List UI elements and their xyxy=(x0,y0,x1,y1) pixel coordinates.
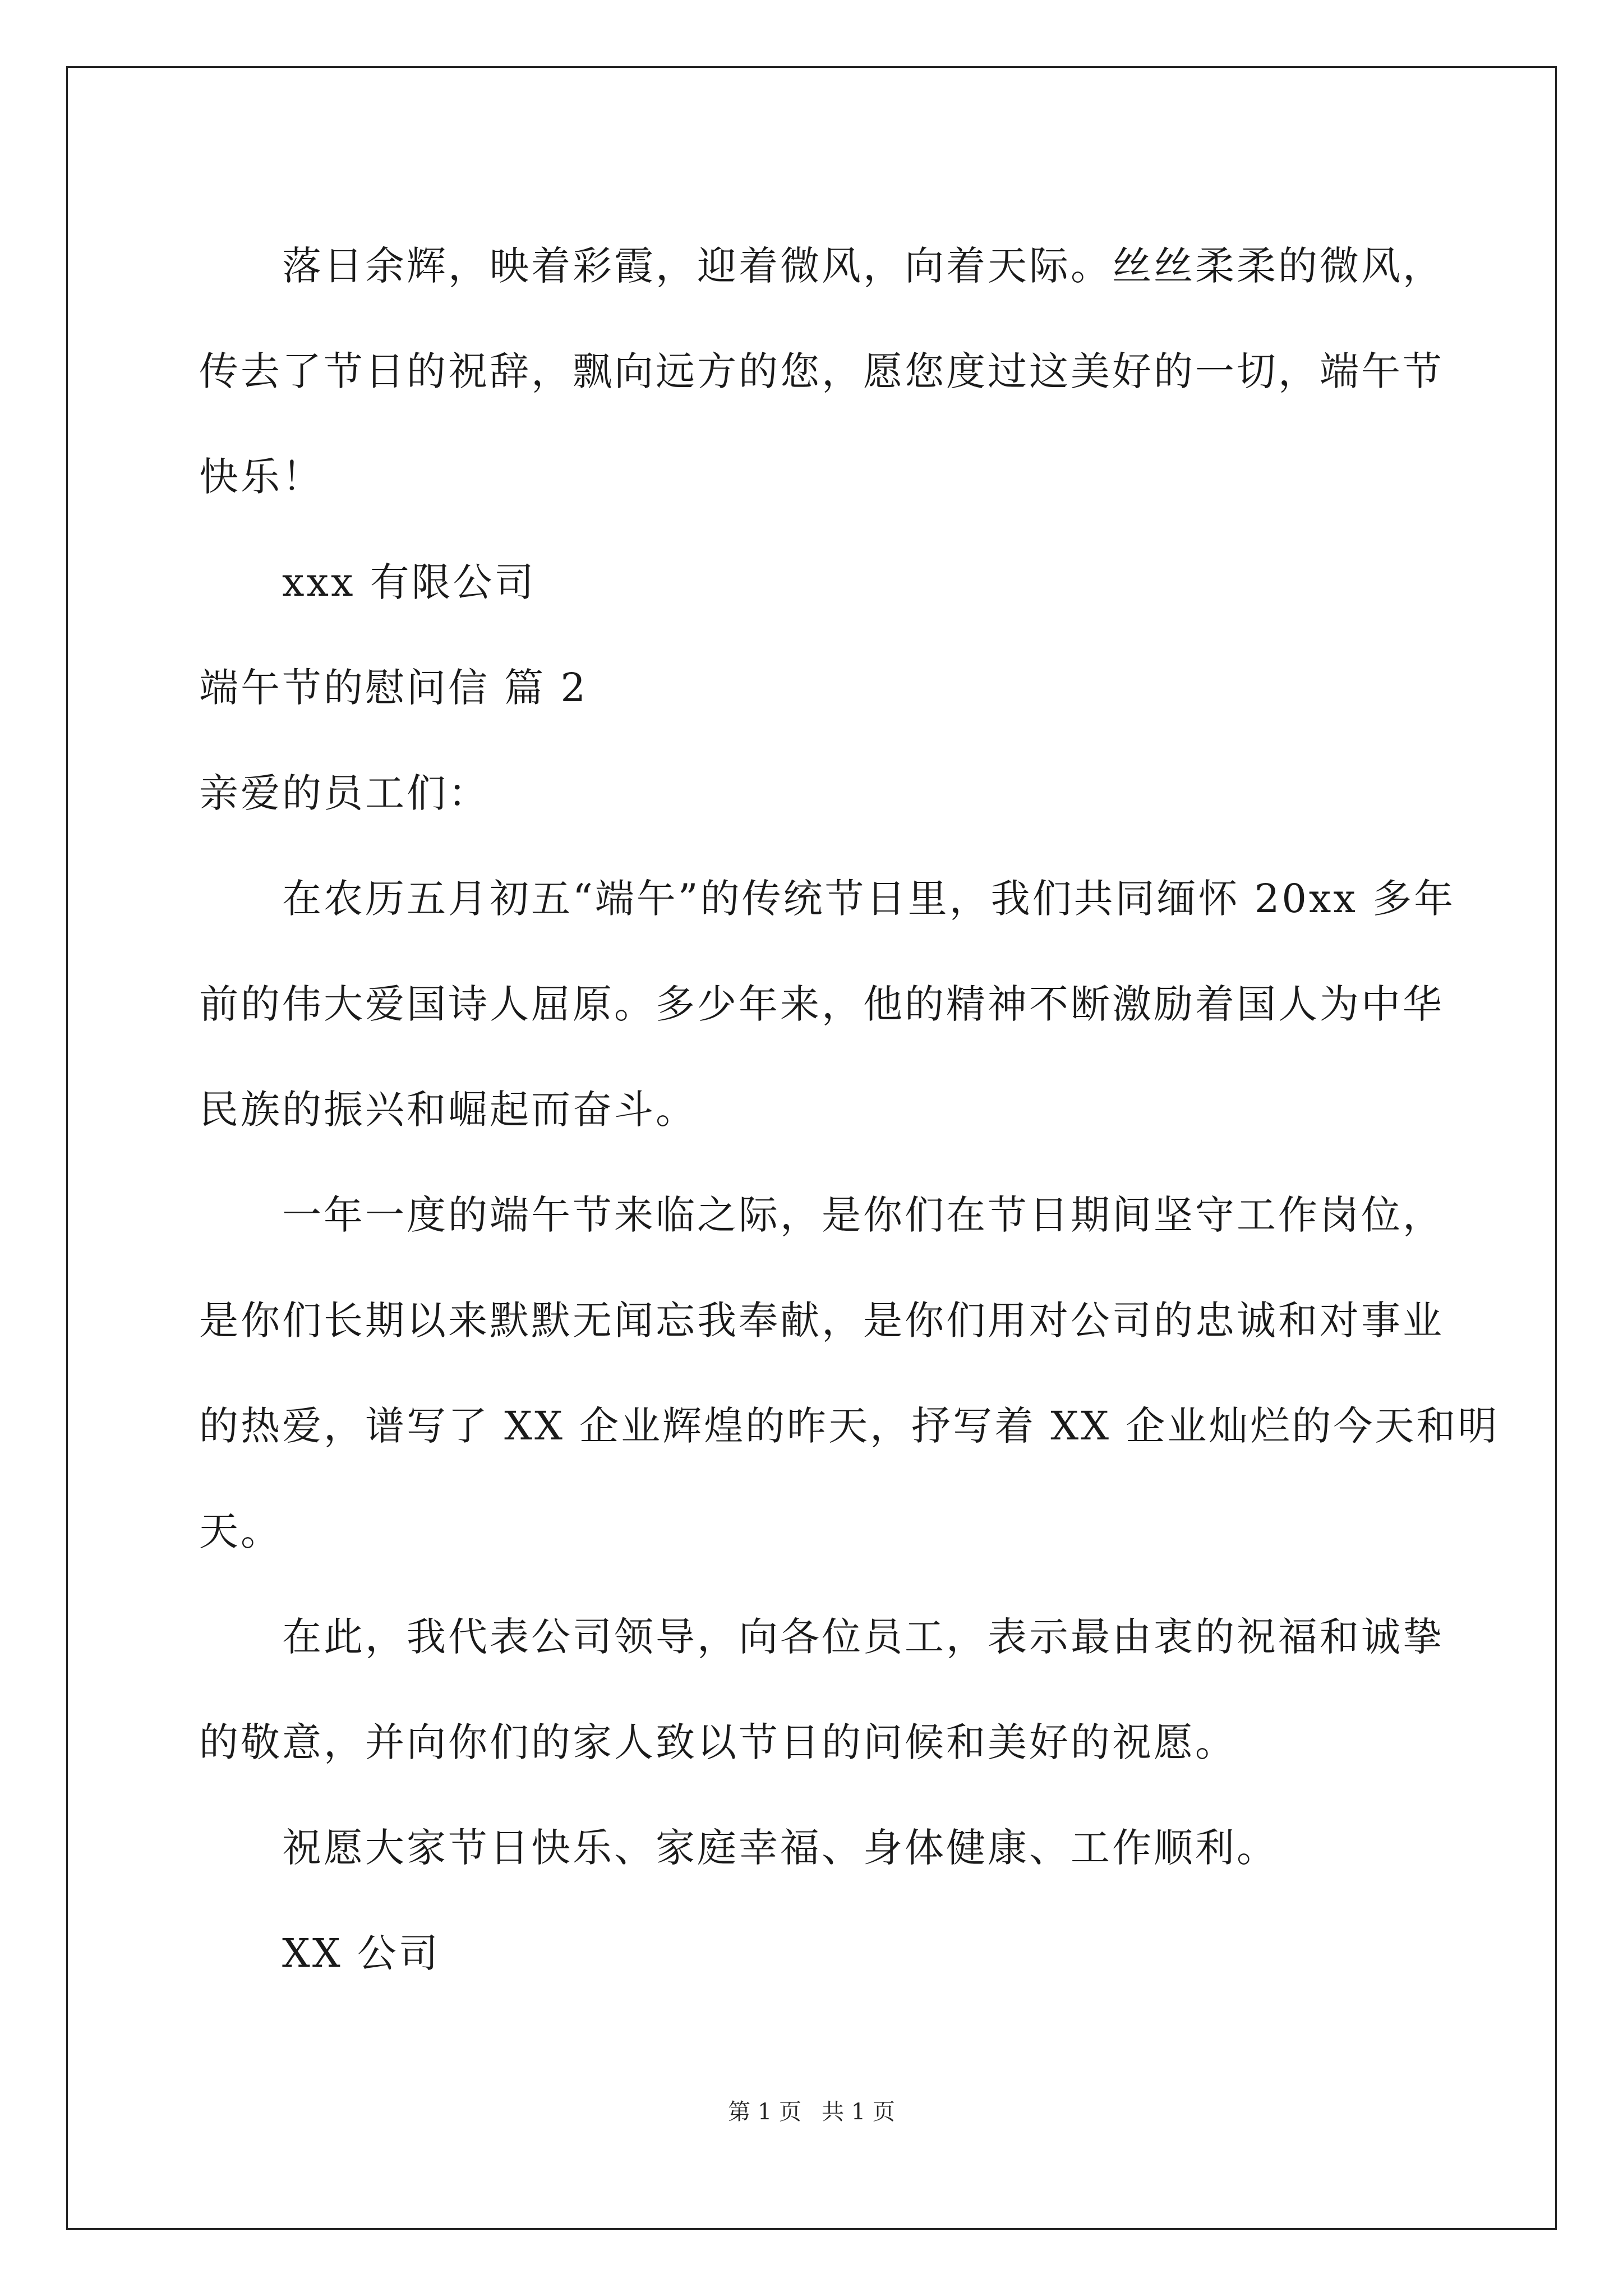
closing-wish: 祝愿大家节日快乐、家庭幸福、身体健康、工作顺利。 xyxy=(282,1825,1278,1871)
paragraph-line: 前的伟大爱国诗人屈原。多少年来，他的精神不断激励着国人为中华 xyxy=(199,981,1444,1027)
page-total: 共 1 页 xyxy=(822,2099,895,2125)
paragraph-line: 快乐！ xyxy=(199,454,324,500)
page-footer xyxy=(0,2094,1623,2126)
section-heading: 端午节的慰问信 篇 2 xyxy=(199,665,588,711)
paragraph-line: 是你们长期以来默默无闻忘我奉献，是你们用对公司的忠诚和对事业 xyxy=(199,1297,1444,1343)
salutation: 亲爱的员工们： xyxy=(199,770,490,816)
paragraph-line: 在此，我代表公司领导，向各位员工，表示最由衷的祝福和诚挚 xyxy=(282,1614,1444,1660)
company-signature: XX 公司 xyxy=(282,1930,440,1976)
paragraph-line: 天。 xyxy=(199,1508,282,1554)
paragraph-line: 的敬意，并向你们的家人致以节日的问候和美好的祝愿。 xyxy=(199,1719,1237,1765)
paragraph-line: 民族的振兴和崛起而奋斗。 xyxy=(199,1087,697,1133)
paragraph-line: 的热爱，谱写了 XX 企业辉煌的昨天，抒写着 XX 企业灿烂的今天和明 xyxy=(199,1403,1500,1449)
letter-body xyxy=(199,213,1500,2006)
paragraph-line: 在农历五月初五“端午”的传统节日里，我们共同缅怀 20xx 多年 xyxy=(282,876,1456,922)
paragraph-line: 传去了节日的祝辞，飘向远方的您，愿您度过这美好的一切，端午节 xyxy=(199,348,1444,394)
paragraph-line: 一年一度的端午节来临之际，是你们在节日期间坚守工作岗位， xyxy=(282,1192,1444,1238)
paragraph-line: 落日余辉，映着彩霞，迎着微风，向着天际。丝丝柔柔的微风， xyxy=(282,243,1444,289)
page-number: 第 1 页 xyxy=(728,2099,801,2125)
company-signature: xxx 有限公司 xyxy=(282,559,536,605)
